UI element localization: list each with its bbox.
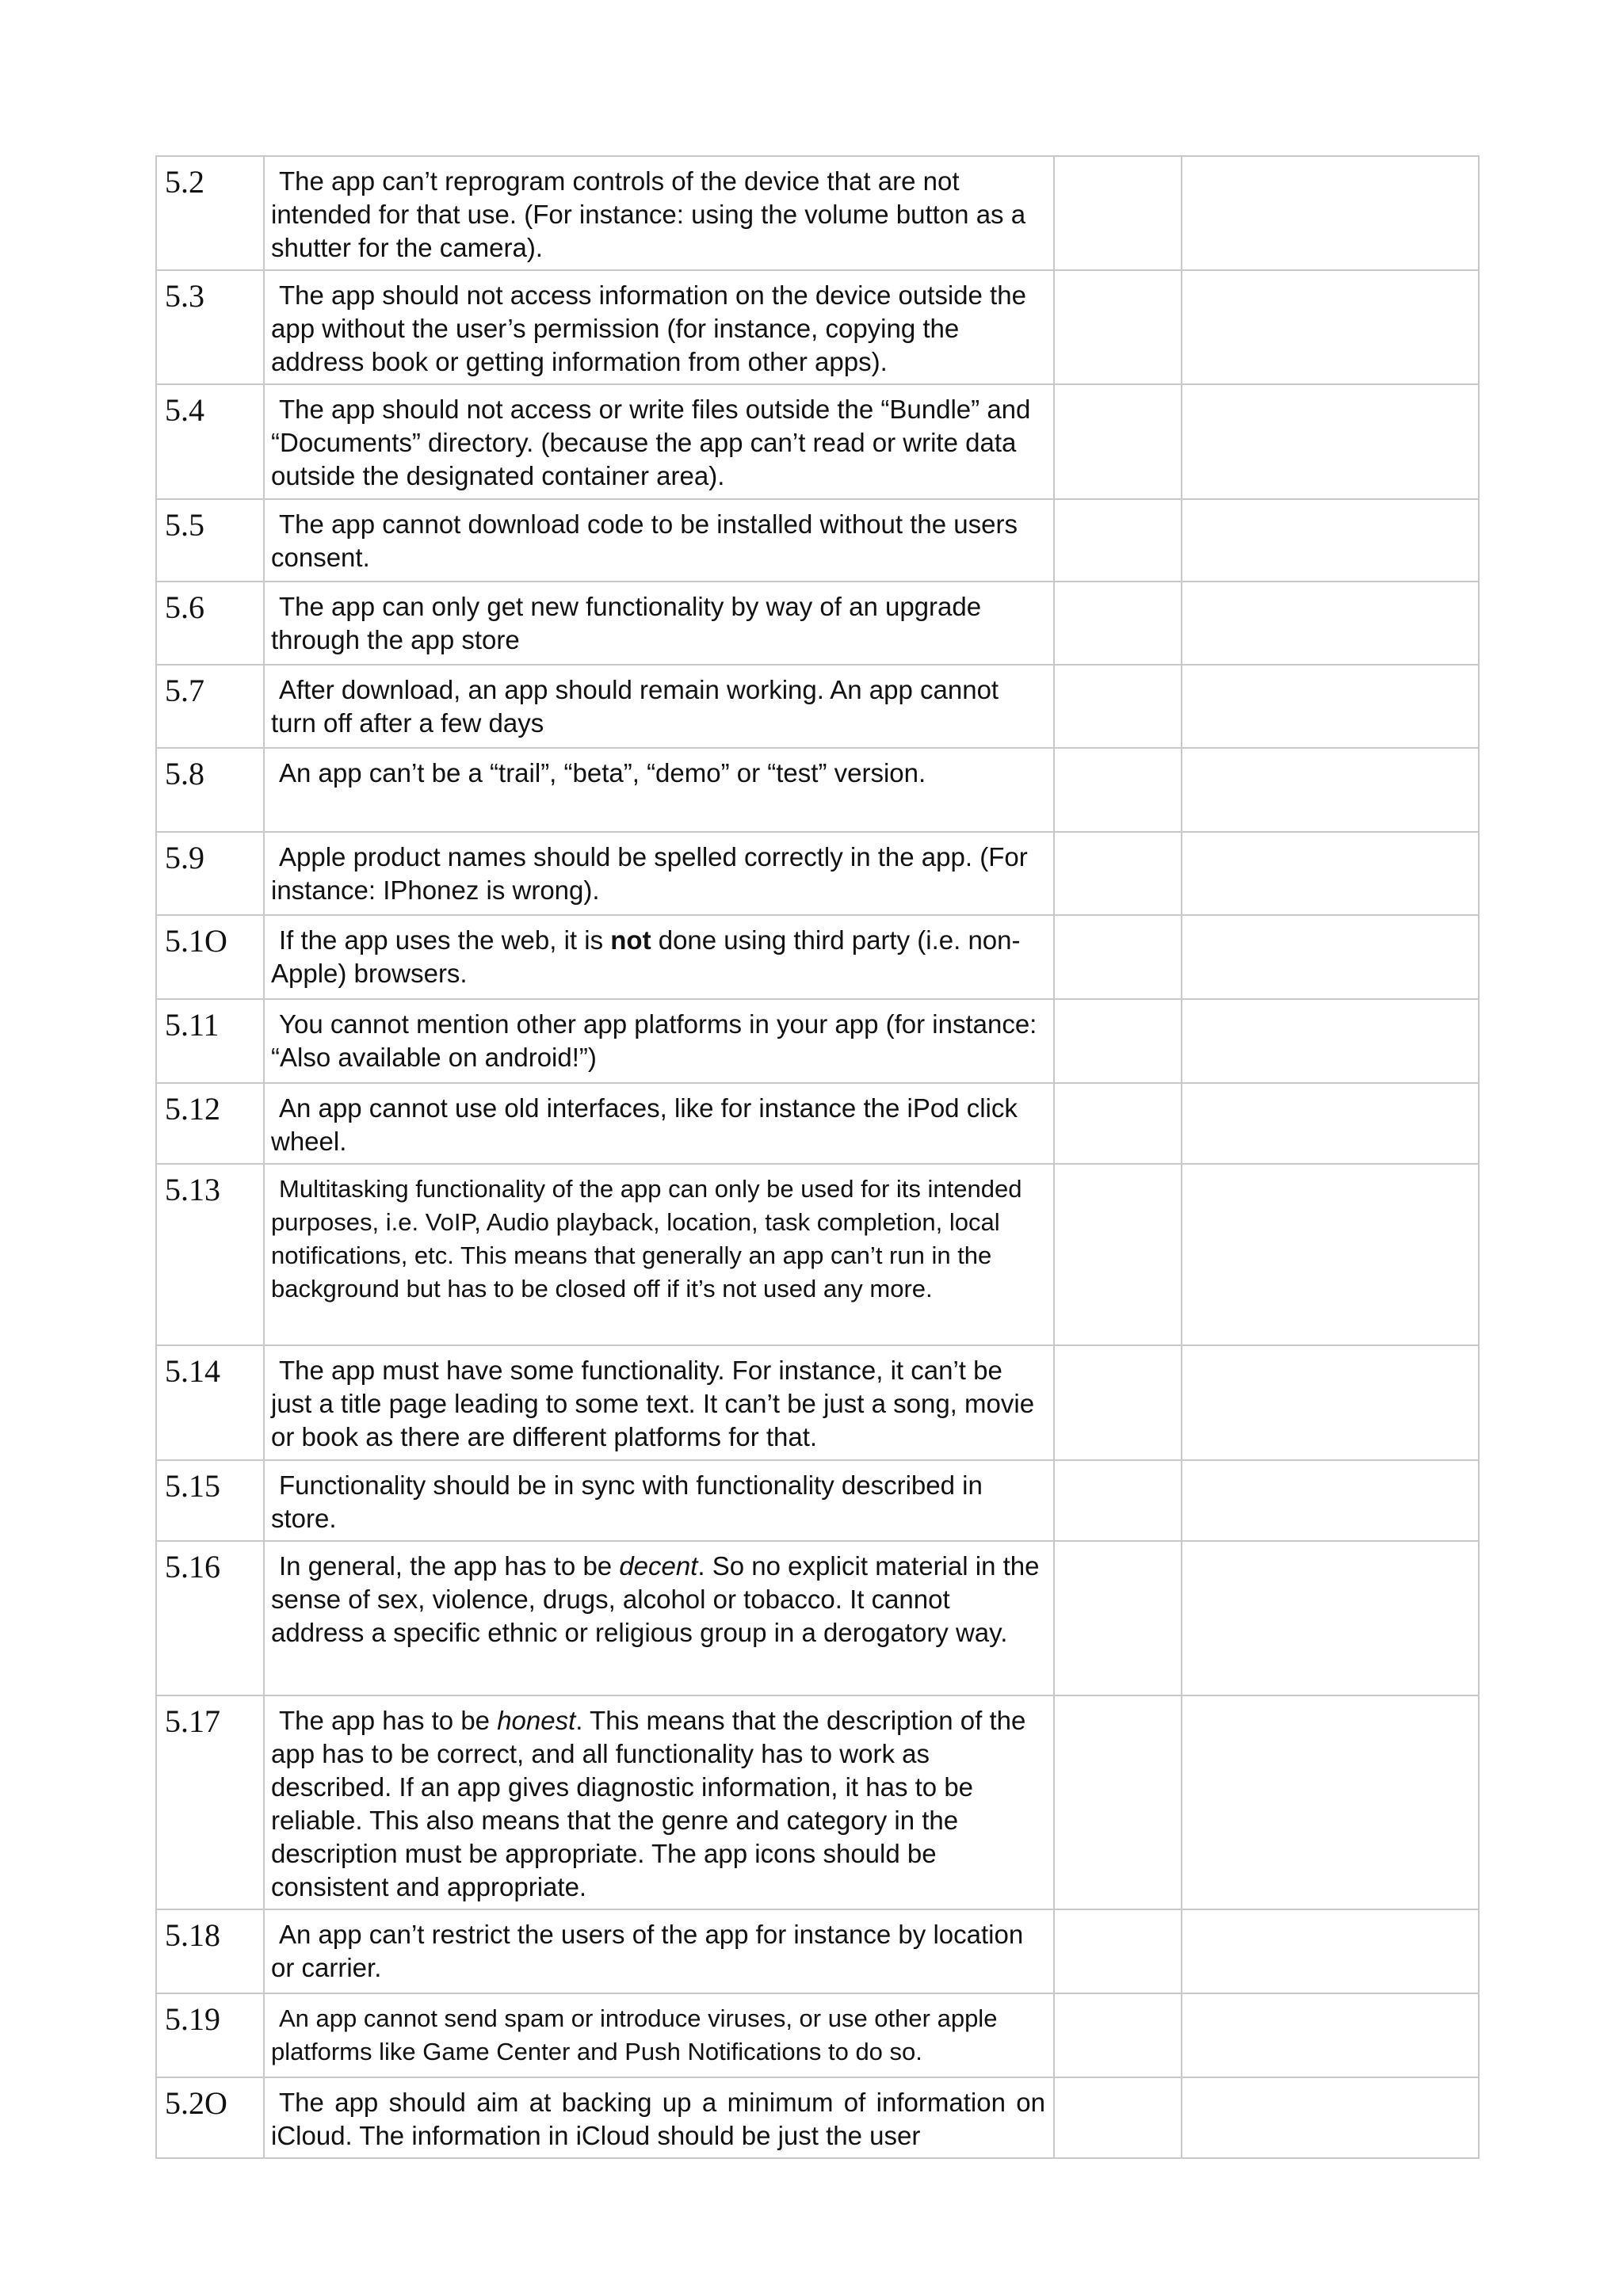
guideline-number: 5.13 <box>156 1164 264 1345</box>
guideline-number: 5.1O <box>156 915 264 999</box>
text-segment: An app can’t restrict the users of the app for instance by location or carrier. <box>271 1920 1024 1982</box>
check-cell-b <box>1182 665 1479 748</box>
check-cell-a <box>1054 1541 1182 1695</box>
guideline-number: 5.3 <box>156 270 264 384</box>
guideline-number: 5.19 <box>156 1993 264 2077</box>
guideline-number: 5.4 <box>156 384 264 499</box>
guideline-description <box>264 156 1054 270</box>
emphasis-bold: not <box>610 925 651 955</box>
guideline-description <box>264 499 1054 582</box>
guideline-description <box>264 1164 1054 1345</box>
guideline-number: 5.8 <box>156 748 264 832</box>
guideline-number: 5.7 <box>156 665 264 748</box>
table-row <box>156 1695 1479 1909</box>
check-cell-b <box>1182 1083 1479 1164</box>
guideline-text <box>271 924 1045 990</box>
table-row <box>156 384 1479 499</box>
check-cell-a <box>1054 1993 1182 2077</box>
guideline-description <box>264 1083 1054 1164</box>
table-row <box>156 915 1479 999</box>
text-segment: Apple product names should be spelled correctly in the app. (For instance: IPhonez is wrong). <box>271 842 1028 905</box>
table-row <box>156 582 1479 665</box>
guideline-description <box>264 999 1054 1083</box>
check-cell-a <box>1054 1909 1182 1993</box>
guideline-text <box>271 393 1045 493</box>
guideline-text <box>271 841 1045 907</box>
guideline-number: 5.2 <box>156 156 264 270</box>
guideline-number: 5.15 <box>156 1460 264 1541</box>
guideline-text <box>271 2086 1045 2153</box>
text-segment: The app has to be <box>279 1706 498 1735</box>
guideline-description <box>264 1541 1054 1695</box>
guideline-description <box>264 270 1054 384</box>
guideline-text <box>271 1173 1045 1306</box>
text-segment: Functionality should be in sync with functionality described in store. <box>271 1470 983 1533</box>
guideline-description <box>264 1993 1054 2077</box>
table-row <box>156 832 1479 915</box>
text-segment: The app cannot download code to be installed without the users consent. <box>271 509 1018 572</box>
guideline-description <box>264 832 1054 915</box>
guideline-number: 5.14 <box>156 1345 264 1460</box>
table-row <box>156 499 1479 582</box>
check-cell-b <box>1182 1993 1479 2077</box>
check-cell-a <box>1054 1164 1182 1345</box>
check-cell-a <box>1054 832 1182 915</box>
text-segment: done using third party (i.e. non-Apple) browsers. <box>271 925 1021 988</box>
guideline-description <box>264 1345 1054 1460</box>
guideline-number: 5.17 <box>156 1695 264 1909</box>
text-segment: The app can’t reprogram controls of the device that are not intended for that use. (For instance: using the volume button as a shutter for the camera). <box>271 166 1026 262</box>
table-row <box>156 1909 1479 1993</box>
check-cell-b <box>1182 1695 1479 1909</box>
check-cell-b <box>1182 748 1479 832</box>
table-row <box>156 748 1479 832</box>
guideline-text <box>271 673 1045 740</box>
check-cell-a <box>1054 156 1182 270</box>
text-segment: In general, the app has to be <box>279 1551 620 1581</box>
check-cell-a <box>1054 1460 1182 1541</box>
guideline-description <box>264 1695 1054 1909</box>
check-cell-b <box>1182 384 1479 499</box>
guideline-description <box>264 2077 1054 2158</box>
check-cell-a <box>1054 748 1182 832</box>
check-cell-b <box>1182 1164 1479 1345</box>
table-row <box>156 1083 1479 1164</box>
check-cell-b <box>1182 1541 1479 1695</box>
check-cell-b <box>1182 270 1479 384</box>
check-cell-a <box>1054 384 1182 499</box>
guideline-description <box>264 915 1054 999</box>
text-segment: You cannot mention other app platforms in your app (for instance: “Also available on android!”) <box>271 1009 1037 1072</box>
guideline-number: 5.18 <box>156 1909 264 1993</box>
guideline-description <box>264 384 1054 499</box>
guideline-text <box>271 1092 1045 1158</box>
check-cell-a <box>1054 270 1182 384</box>
emphasis-italic: decent <box>619 1551 698 1581</box>
table-row <box>156 2077 1479 2158</box>
table-row <box>156 156 1479 270</box>
check-cell-a <box>1054 999 1182 1083</box>
text-segment: . So no explicit material in the sense of sex, violence, drugs, alcohol or tobacco. It cannot address a specific ethnic or religious group in a derogatory way. <box>271 1551 1040 1647</box>
guideline-description <box>264 1460 1054 1541</box>
text-segment: The app should not access information on the device outside the app without the user’s permission (for instance, copying the address book or getting information from other apps). <box>271 280 1026 376</box>
guideline-text <box>271 508 1045 574</box>
text-segment: If the app uses the web, it is <box>279 925 611 955</box>
table-row <box>156 1541 1479 1695</box>
guideline-text <box>271 1704 1045 1904</box>
guideline-text <box>271 1354 1045 1454</box>
text-segment: The app must have some functionality. For instance, it can’t be just a title page leading to some text. It can’t be just a song, movie or book as there are different platforms for that. <box>271 1356 1035 1451</box>
guideline-text <box>271 1469 1045 1535</box>
text-segment: An app cannot use old interfaces, like for instance the iPod click wheel. <box>271 1093 1018 1156</box>
check-cell-a <box>1054 1083 1182 1164</box>
table-row <box>156 999 1479 1083</box>
guideline-description <box>264 665 1054 748</box>
emphasis-italic: honest <box>497 1706 576 1735</box>
check-cell-b <box>1182 999 1479 1083</box>
text-segment: The app should not access or write files outside the “Bundle” and “Documents” directory. (because the app can’t read or write data outside the designated container area). <box>271 395 1031 490</box>
text-segment: Multitasking functionality of the app can only be used for its intended purposes, i.e. VoIP, Audio playback, location, task completion, local notifications, etc. This means that generally an app can’t run in the background but has to be closed off if it’s not used any more. <box>271 1175 1022 1302</box>
check-cell-b <box>1182 915 1479 999</box>
table-row <box>156 665 1479 748</box>
text-segment: An app can’t be a “trail”, “beta”, “demo” or “test” version. <box>279 758 926 788</box>
table-row <box>156 1993 1479 2077</box>
check-cell-b <box>1182 156 1479 270</box>
text-segment: The app should aim at backing up a minimum of information on iCloud. The information in iCloud should be just the user <box>271 2088 1045 2150</box>
text-segment: . This means that the description of the app has to be correct, and all functionality has to work as described. If an app gives diagnostic information, it has to be reliable. This also means that the genre and category in the description must be appropriate. The app icons should be consistent and appropriate. <box>271 1706 1026 1901</box>
check-cell-b <box>1182 499 1479 582</box>
check-cell-b <box>1182 582 1479 665</box>
guideline-text <box>271 1550 1045 1650</box>
guideline-description <box>264 582 1054 665</box>
check-cell-a <box>1054 915 1182 999</box>
check-cell-a <box>1054 1695 1182 1909</box>
check-cell-b <box>1182 2077 1479 2158</box>
guideline-text <box>271 757 1045 790</box>
check-cell-a <box>1054 582 1182 665</box>
guideline-text <box>271 279 1045 379</box>
check-cell-b <box>1182 832 1479 915</box>
guideline-text <box>271 590 1045 657</box>
guideline-number: 5.6 <box>156 582 264 665</box>
check-cell-a <box>1054 2077 1182 2158</box>
guideline-number: 5.5 <box>156 499 264 582</box>
guideline-description <box>264 748 1054 832</box>
text-segment: After download, an app should remain working. An app cannot turn off after a few days <box>271 675 999 738</box>
table-row <box>156 270 1479 384</box>
check-cell-a <box>1054 1345 1182 1460</box>
guideline-text <box>271 165 1045 265</box>
guideline-text <box>271 2002 1045 2069</box>
guideline-description <box>264 1909 1054 1993</box>
guidelines-checklist-table <box>155 155 1480 2159</box>
guideline-number: 5.2O <box>156 2077 264 2158</box>
table-row <box>156 1460 1479 1541</box>
check-cell-a <box>1054 499 1182 582</box>
text-segment: An app cannot send spam or introduce viruses, or use other apple platforms like Game Center and Push Notifications to do so. <box>271 2004 998 2065</box>
guideline-number: 5.16 <box>156 1541 264 1695</box>
text-segment: The app can only get new functionality by way of an upgrade through the app store <box>271 592 982 654</box>
guideline-number: 5.11 <box>156 999 264 1083</box>
check-cell-b <box>1182 1909 1479 1993</box>
table-row <box>156 1164 1479 1345</box>
checklist-body <box>156 156 1479 2158</box>
guideline-text <box>271 1918 1045 1985</box>
guideline-text <box>271 1008 1045 1074</box>
check-cell-a <box>1054 665 1182 748</box>
table-row <box>156 1345 1479 1460</box>
guideline-number: 5.12 <box>156 1083 264 1164</box>
guideline-number: 5.9 <box>156 832 264 915</box>
check-cell-b <box>1182 1345 1479 1460</box>
check-cell-b <box>1182 1460 1479 1541</box>
